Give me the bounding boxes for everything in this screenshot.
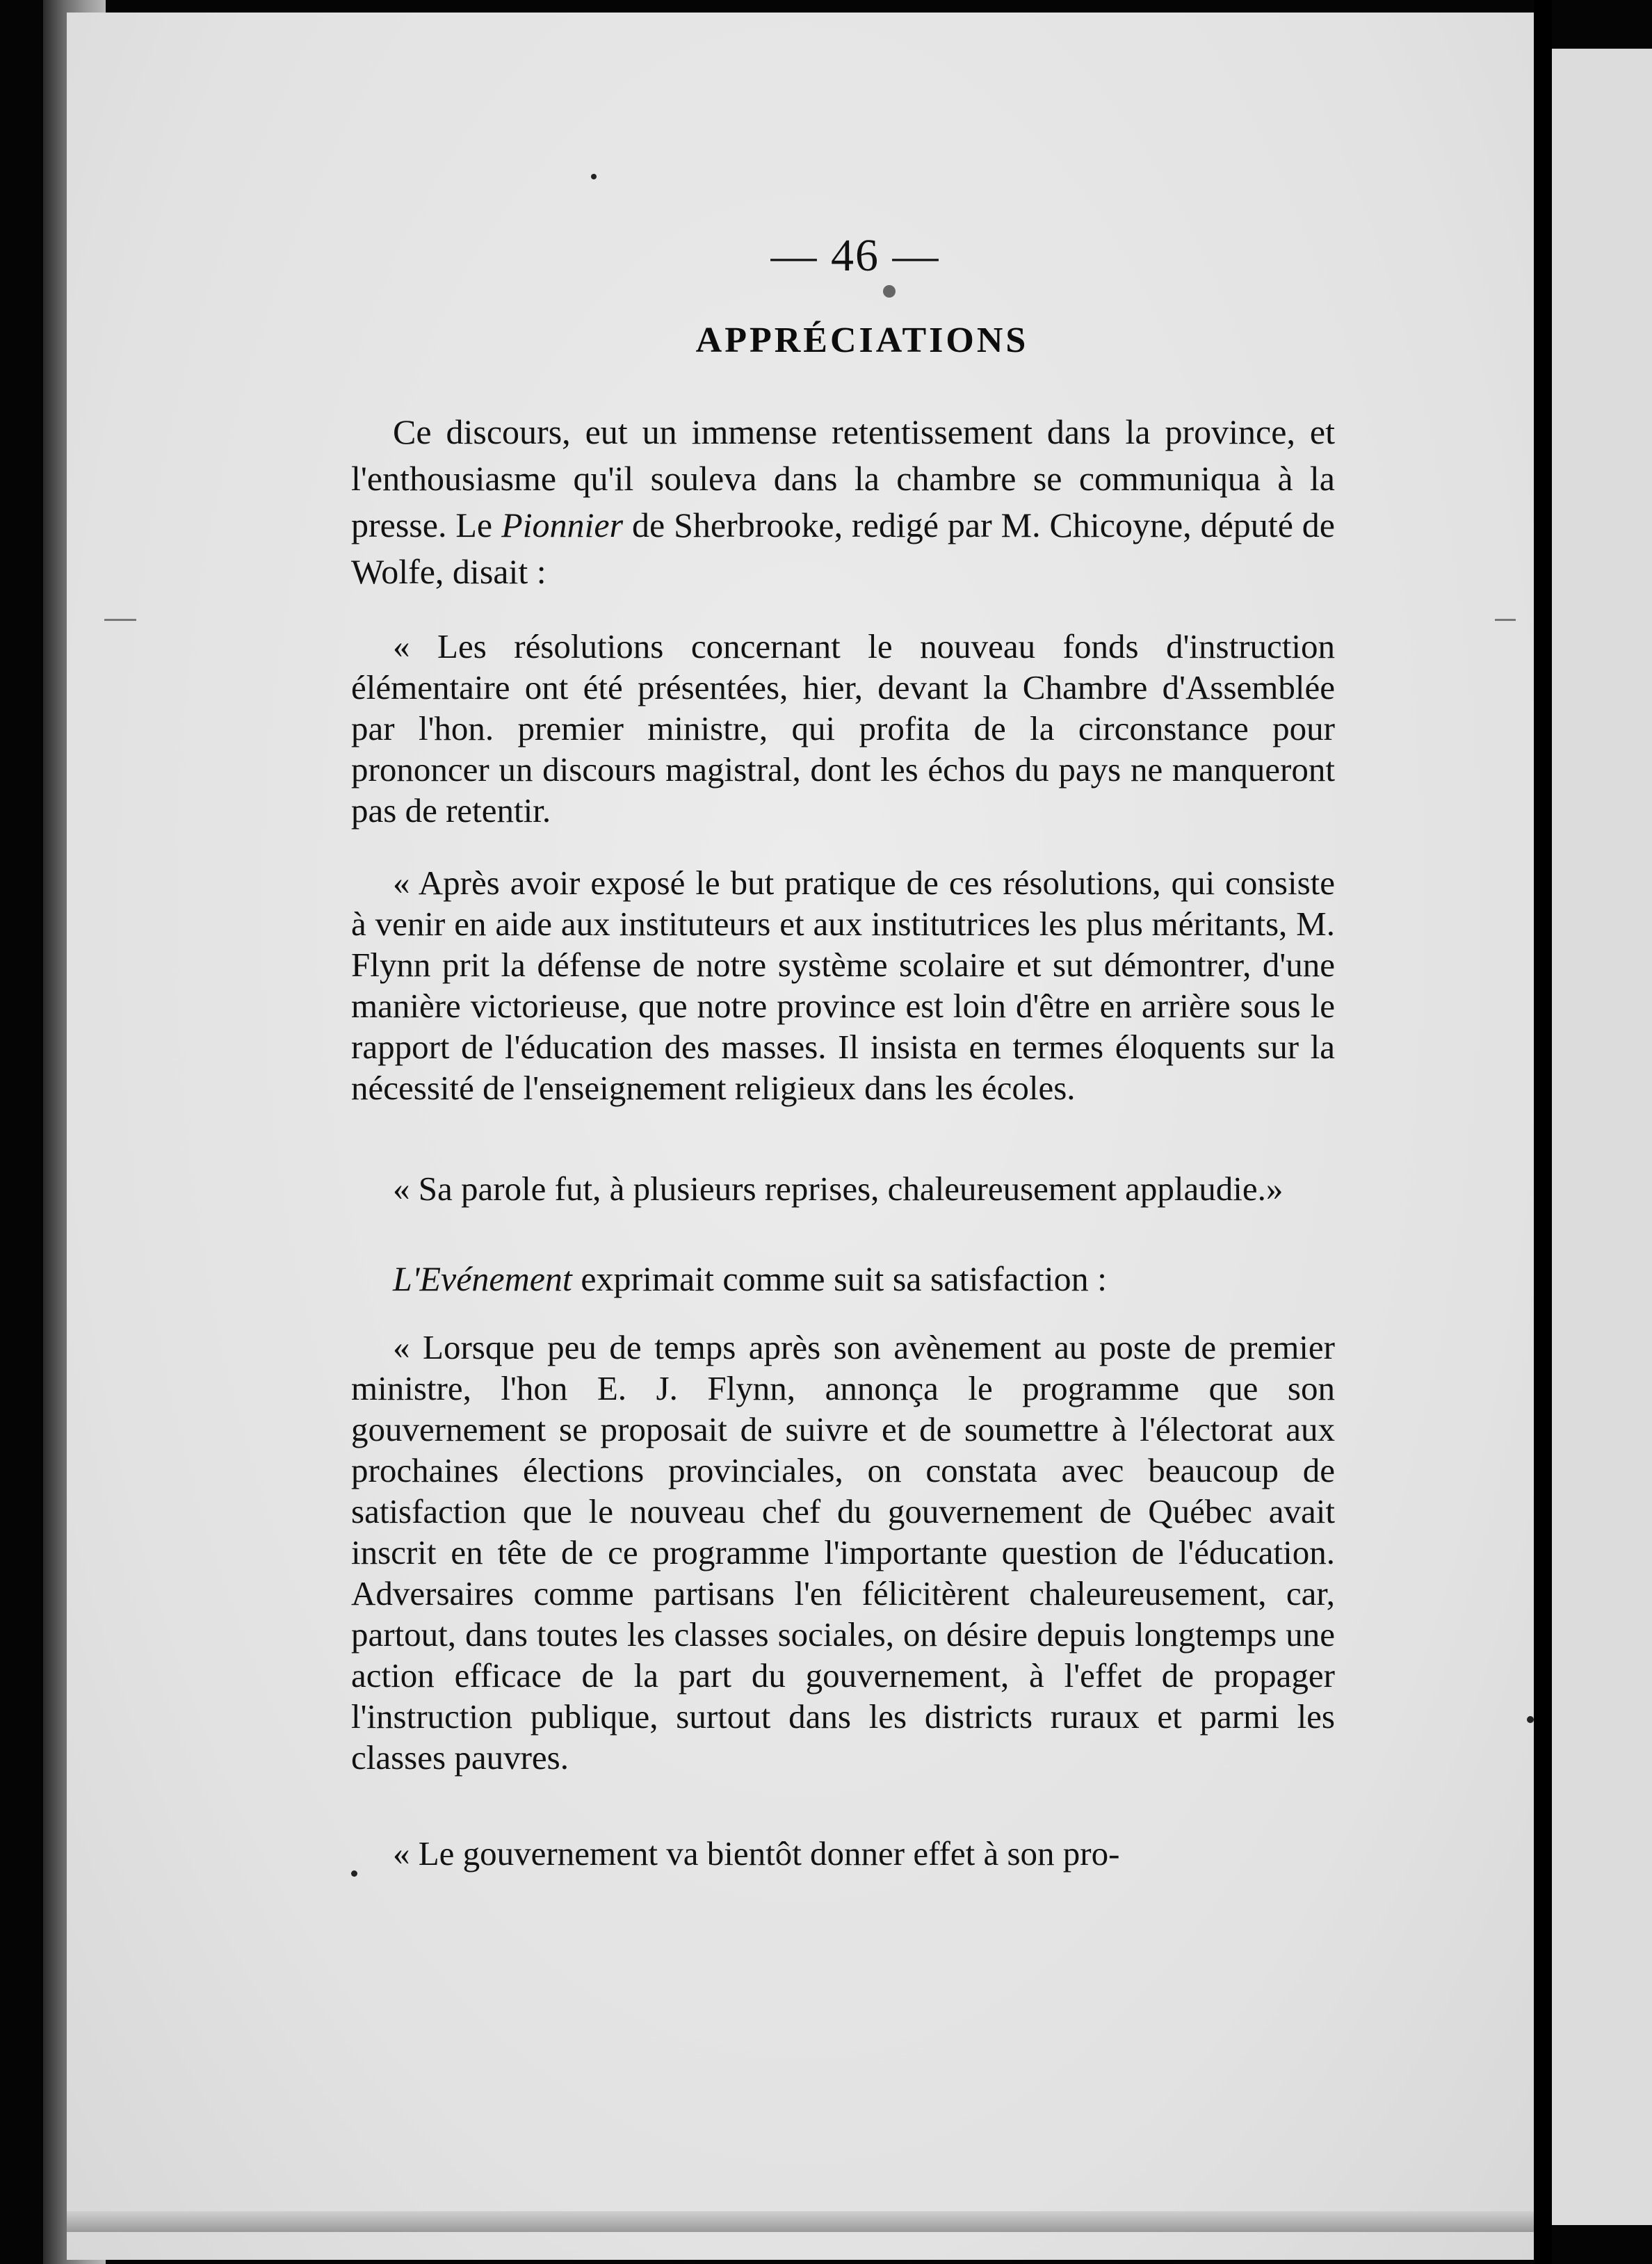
quote-paragraph-1 — [351, 626, 1335, 831]
ink-speck — [883, 285, 896, 298]
quote-5-text: « Le gouvernement va bientôt donner effet à son pro- — [393, 1834, 1120, 1873]
quote-paragraph-3 — [351, 1168, 1335, 1209]
quote-3-text: « Sa parole fut, à plusieurs reprises, chaleureusement applaudie.» — [393, 1170, 1283, 1208]
page-number: — 46 — — [770, 230, 940, 281]
adjacent-page-strip — [1552, 49, 1652, 2225]
quote-paragraph-5 — [351, 1833, 1335, 1874]
intro-text-end: de Sherbrooke, redigé par M. Chicoyne, député de Wolfe, disait : — [351, 506, 1336, 591]
evenement-intro-text: exprimait comme suit sa satisfaction : — [572, 1259, 1108, 1298]
quote-1-text: « Les résolutions concernant le nouveau fonds d'instruction élémentaire ont été présentées, hier, devant la Chambre d'Assemblée par l'hon. premier ministre, qui profita de la circonstance pour prononcer un discours magistral, dont les échos du pays ne manqueront pas de retentir. — [351, 627, 1335, 830]
section-heading: APPRÉCIATIONS — [695, 321, 1029, 360]
quote-2-text: « Après avoir exposé le but pratique de ces résolutions, qui consiste à venir en aide aux instituteurs et aux institutrices les plus méritants, M. Flynn prit la défense de notre système scolaire et sut démontrer, d'une manière victorieuse, que notre province est loin d'être en arrière sous le rapport de l'éducation des masses. Il insista en termes éloquents sur la nécessité de l'enseignement religieux dans les écoles. — [351, 864, 1335, 1107]
margin-tick-right — [1495, 619, 1516, 621]
quote-paragraph-2 — [351, 862, 1335, 1108]
ink-speck — [1527, 1716, 1534, 1723]
ink-speck — [591, 174, 597, 179]
intro-text-start: Ce discours, eut un immense retentissement dans la province, et l'enthousiasme qu'il souleva dans la chambre se communiqua à la presse. Le — [351, 412, 1335, 544]
evenement-intro — [351, 1259, 1335, 1300]
quote-4-text: « Lorsque peu de temps après son avènement au poste de premier ministre, l'hon E. J. Flynn, annonça le programme que son gouvernement se proposait de suivre et de soumettre à l'électorat aux prochaines élections provinciales, on constata avec beaucoup de satisfaction que le nouveau chef du gouvernement de Québec avait inscrit en tête de ce programme l'importante question de l'éducation. Adversaires comme partisans l'en félicitèrent chaleureusement, car, partout, dans toutes les classes sociales, on désire depuis longtemps une action efficace de la part du gouvernement, à l'effet de propager l'instruction publique, surtout dans les districts ruraux et parmi les classes pauvres. — [351, 1328, 1335, 1777]
newspaper-title-evenement: L'Evénement — [393, 1259, 572, 1298]
quote-paragraph-4 — [351, 1327, 1335, 1778]
page-bottom-edge — [67, 2211, 1534, 2232]
page-gutter — [1534, 0, 1552, 2264]
intro-paragraph — [351, 409, 1335, 595]
newspaper-title-pionnier: Pionnier — [501, 506, 624, 544]
margin-tick-left — [104, 619, 136, 621]
